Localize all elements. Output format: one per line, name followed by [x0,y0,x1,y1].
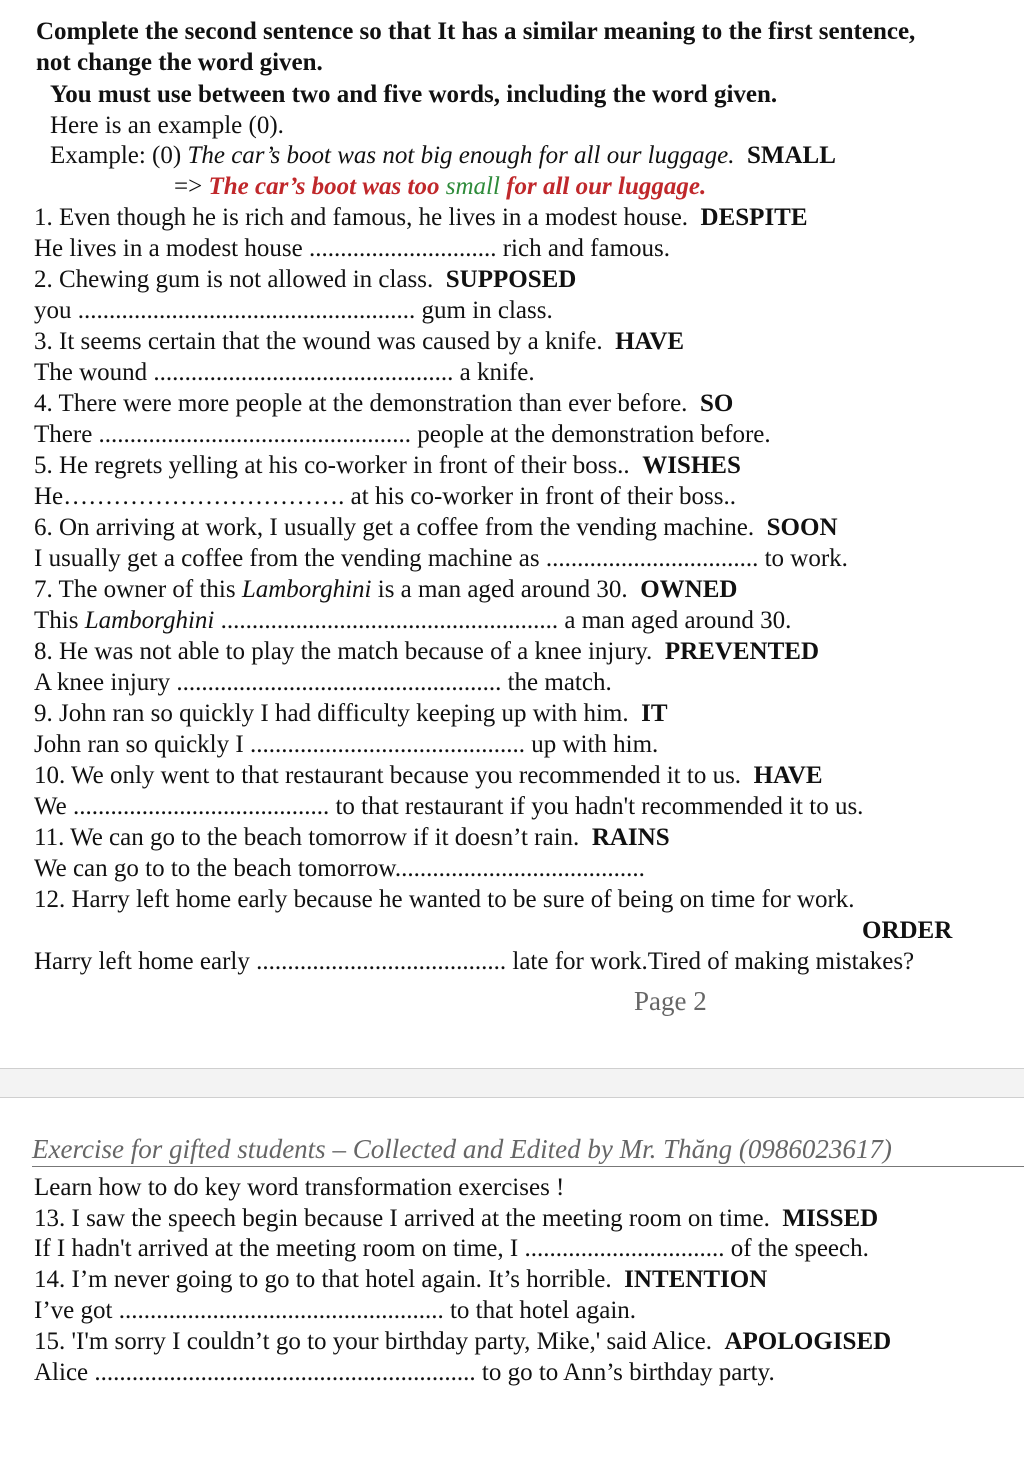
page2-header: Exercise for gifted students – Collected and Edited by Mr. Thăng (0986023617) [32,1132,1024,1167]
question-text-end: is a man aged around 30. [371,576,628,603]
answer-blank[interactable]: ................................................ [147,359,454,386]
answer-blank[interactable]: .............................. [302,235,497,262]
answer-before: If I hadn't arrived at the meeting room on time, I [34,1235,519,1262]
question-14 [34,1264,767,1295]
answer-before: John ran so quickly I [34,731,244,758]
answer-before: He lives in a modest house [34,235,303,262]
answer-after: of the speech. [724,1235,869,1262]
example-answer-end: for all our luggage. [499,173,707,200]
answer-before: He [34,483,64,510]
question-keyword: SUPPOSED [445,266,577,293]
answer-after: to work. [758,545,848,572]
question-keyword: WISHES [642,452,741,479]
example-keyword: SMALL [746,142,836,169]
question-text: 6. On arriving at work, I usually get a coffee from the vending machine. [34,514,755,541]
answer-2 [34,295,553,326]
question-3 [34,326,684,357]
answer-after: the match. [501,669,612,696]
answer-blank[interactable]: ……………………………. [63,483,345,510]
answer-blank[interactable]: .................................................... [170,669,502,696]
question-5 [34,450,741,481]
answer-12 [34,946,914,977]
question-keyword: HAVE [615,328,685,355]
question-12 [34,884,855,915]
instruction-line-1: Complete the second sentence so that It has a similar meaning to the first sentence, [36,18,916,45]
question-6 [34,512,838,543]
question-text: 4. There were more people at the demonstration than ever before. [34,390,688,417]
answer-13 [34,1233,869,1264]
question-keyword: DESPITE [700,204,808,231]
question-italic-word: Lamborghini [241,576,372,603]
answer-after: to that hotel again. [443,1297,637,1324]
question-text: 7. The owner of this [34,576,242,603]
question-text: 11. We can go to the beach tomorrow if it doesn’t rain. [34,824,580,851]
answer-blank[interactable]: ......................................... [66,793,330,820]
question-text: 1. Even though he is rich and famous, he lives in a modest house. [34,204,689,231]
answer-italic-word: Lamborghini [84,607,215,634]
example-answer-start: The car’s boot was too [208,173,446,200]
question-text: 14. I’m never going to go to that hotel again. It’s horrible. [34,1266,612,1293]
example-answer-word: small [445,173,500,200]
question-text: 2. Chewing gum is not allowed in class. [34,266,434,293]
example-arrow: => [174,173,209,200]
page-break-band [0,1069,1024,1097]
answer-3 [34,357,535,388]
answer-8 [34,667,612,698]
answer-blank[interactable]: .................................................. [92,421,412,448]
answer-before: We [34,793,67,820]
answer-before: There [34,421,93,448]
question-keyword: APOLOGISED [724,1328,892,1355]
question-15 [34,1326,891,1357]
question-keyword: IT [641,700,668,727]
instruction-line-3: You must use between two and five words, including the word given. [50,81,778,108]
answer-11 [34,853,645,884]
answer-before: you [34,297,72,324]
question-7 [34,574,737,605]
question-2 [34,264,576,295]
answer-after: to go to Ann’s birthday party. [475,1359,775,1386]
answer-after: a knife. [453,359,535,386]
answer-after: a man aged around 30. [558,607,792,634]
answer-5 [34,481,736,512]
question-keyword: SO [699,390,734,417]
question-8 [34,636,819,667]
answer-10 [34,791,863,822]
answer-1 [34,233,670,264]
answer-after: to that restaurant if you hadn't recommended it to us. [329,793,864,820]
answer-14 [34,1295,636,1326]
answer-15 [34,1357,775,1388]
question-text: 10. We only went to that restaurant because you recommended it to us. [34,762,742,789]
answer-blank[interactable]: ............................................................. [88,1359,476,1386]
answer-before: I’ve got [34,1297,113,1324]
example-line [50,140,836,171]
answer-after: rich and famous. [496,235,671,262]
answer-after: up with him. [524,731,659,758]
answer-before: Harry left home early [34,948,250,975]
answer-before: The wound [34,359,148,386]
answer-6 [34,543,848,574]
example-prefix: Example: (0) [50,142,188,169]
answer-before: A knee injury [34,669,171,696]
answer-blank[interactable]: .................................. [539,545,759,572]
answer-after: people at the demonstration before. [411,421,771,448]
question-keyword: OWNED [640,576,738,603]
answer-after: at his co-worker in front of their boss.. [344,483,736,510]
question-text: 9. John ran so quickly I had difficulty keeping up with him. [34,700,629,727]
question-4 [34,388,733,419]
instruction-line-4: Here is an example (0). [50,112,284,139]
question-10 [34,760,823,791]
page-break-bottom [0,1097,1024,1098]
question-text: 13. I saw the speech begin because I arrived at the meeting room on time. [34,1205,770,1232]
question-11 [34,822,670,853]
page2-intro: Learn how to do key word transformation exercises ! [34,1174,565,1201]
instruction-line-2: not change the word given. [36,49,323,76]
answer-blank[interactable]: ........................................ [249,948,507,975]
question-text: 15. 'I'm sorry I couldn’t go to your birthday party, Mike,' said Alice. [34,1328,712,1355]
question-text: 3. It seems certain that the wound was caused by a knife. [34,328,603,355]
question-keyword: SOON [766,514,838,541]
answer-blank[interactable]: ...................................................... [214,607,559,634]
question-text: 12. Harry left home early because he wanted to be sure of being on time for work. [34,886,855,913]
question-9 [34,698,668,729]
question-text: 8. He was not able to play the match because of a knee injury. [34,638,653,665]
answer-blank[interactable]: ...................................................... [71,297,416,324]
answer-4 [34,419,771,450]
answer-9 [34,729,658,760]
answer-after: gum in class. [415,297,553,324]
answer-blank[interactable]: ................................ [518,1235,725,1262]
question-keyword: PREVENTED [664,638,819,665]
page-number: Page 2 [634,986,707,1016]
question-text: 5. He regrets yelling at his co-worker in front of their boss.. [34,452,630,479]
answer-7 [34,605,791,636]
example-sentence: The car’s boot was not big enough for all our luggage. [187,142,735,169]
answer-before: Alice [34,1359,89,1386]
answer-blank[interactable]: ........................................ [394,855,645,882]
question-keyword: INTENTION [624,1266,768,1293]
answer-blank[interactable]: ............................................ [243,731,525,758]
answer-after: late for work.Tired of making mistakes? [506,948,915,975]
answer-blank[interactable]: .................................................... [112,1297,444,1324]
answer-before: We can go to to the beach tomorrow [34,855,395,882]
question-keyword: RAINS [591,824,670,851]
question-keyword: ORDER [862,917,953,944]
question-1 [34,202,808,233]
answer-before: This [34,607,79,634]
question-keyword: MISSED [782,1205,879,1232]
question-13 [34,1203,878,1234]
answer-before: I usually get a coffee from the vending machine as [34,545,540,572]
example-answer-line [174,171,706,202]
question-keyword: HAVE [753,762,823,789]
